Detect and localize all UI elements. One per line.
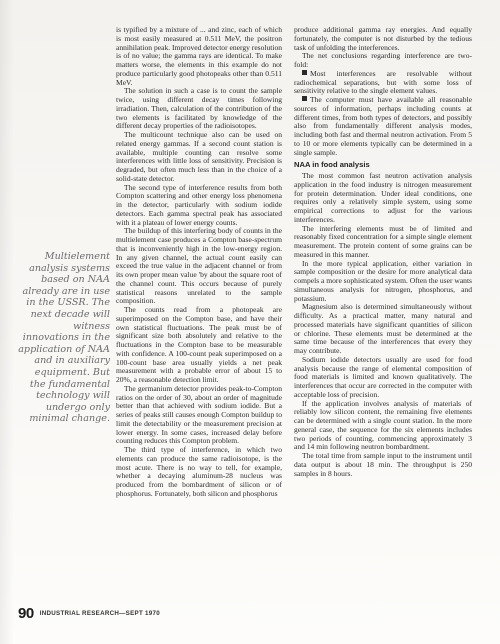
- page-footer: [18, 606, 160, 620]
- body-paragraph: is typified by a mixture of ... and zinc, each of which is most easily measured at 0.511 MeV, the positron annihilation peak. Improved detector energy resolution is of no value; the gamma rays are identical. To make matters worse, the elements in this example do not produce particularly good photopeaks other than 0.511 MeV.: [116, 25, 282, 87]
- bullet-text: The computer must have available all reasonable sources of information, perhaps including counts at different times, from both types of detectors, and possibly also from fundamentally different analysis modes, including both fast and thermal neutron activation. From 5 to 10 or more elements typically can be determined in a single sample.: [294, 95, 472, 157]
- square-bullet-icon: [302, 70, 307, 75]
- running-head: INDUSTRIAL RESEARCH—SEPT 1970: [39, 609, 161, 617]
- section-heading: NAA in food analysis: [294, 160, 370, 170]
- bullet-paragraph: [294, 70, 472, 96]
- body-paragraph: produce additional gamma ray energies. And equally fortunately, the computer is not disturbed by the tedious task of unfolding the interferences.: [294, 25, 472, 52]
- body-paragraph: In the more typical application, either variation in sample composition or the desire for more analytical data compels a more sophisticated system. Often the user wants simultaneous analysis for nitrogen, phosphorus, and potassium.: [294, 258, 472, 303]
- body-paragraph: The second type of interference results from both Compton scattering and other energy loss phenomena in the detector, particularly with sodium iodide detectors. Each gamma spectral peak has associated with it a plateau of lower energy counts.: [116, 182, 282, 227]
- body-paragraph: The multicount technique also can be used on related energy gammas. If a second count station is available, multiple counting can resolve some interferences with little loss of sensitivity. Precision is degraded, but often much less than in the choice of a solid-state detector.: [116, 130, 282, 183]
- body-paragraph: The counts read from a photopeak are superimposed on the Compton base, and have their own statistical fluctuations. The peak must be of significant size both absolutely and relative to the fluctuations in the Compton base to be measurable with confidence. A 100-count peak superimposed on a 100-count base area usually yields a net peak measurement with a probable error of about 15 to 20%, a reasonable detection limit.: [116, 305, 282, 384]
- body-paragraph: The total time from sample input to the instrument until data output is about 18 min. The throughput is 250 samples in 8 hours.: [294, 451, 472, 478]
- pull-quote-text: Multielement analysis systems based on NAA already are in use in the USSR. The next decade will witness innovations in the application of NAA and in auxiliary equipment. But the fundamental technology will undergo only minimal change.: [18, 251, 110, 425]
- body-paragraph: The most common fast neutron activation analysis application in the food industry is nitrogen measurement for protein determination. Under ideal conditions, one requires only a relatively simple system, using some empirical corrections to adjust for the various interferences.: [294, 171, 472, 224]
- body-paragraph: The interfering elements must be of limited and reasonably fixed concentration for a simple single element measurement. The protein content of some grains can be measured in this manner.: [294, 223, 472, 259]
- body-paragraph: Sodium iodide detectors usually are used for food analysis because the range of elemental composition of food materials is limited and known qualitatively. The interferences that occur are corrected in the computer with acceptable loss of precision.: [294, 354, 472, 399]
- pull-quote: [18, 251, 110, 425]
- body-paragraph: The germanium detector provides peak-to-Compton ratios on the order of 30, about an order of magnitude better than that achieved with sodium iodide. But a series of peaks still causes enough Compton buildup to limit the detectability or the measurement precision at lower energy. In some cases, increased delay before counting reduces this Compton problem.: [116, 383, 283, 446]
- body-paragraph: The buildup of this interfering body of counts in the multielement case produces a Compton base-spectrum that is inconveniently high in the low-energy region. In any given channel, the actual count easily can exceed the true value in the adjacent channel or from its own proper mean value 'by about the square root of the channel count. This occurs because of purely statistical reasons unrelated to the sample composition.: [116, 226, 282, 306]
- right-column: [294, 26, 472, 478]
- body-paragraph: The third type of interference, in which two elements can produce the same radioisotope, is the most acute. There is no way to tell, for example, whether a decaying aluminum-28 nucleus was produced from the bombardment of silicon or of phosphorus. Fortunately, both silicon and phosphorus: [116, 445, 282, 498]
- body-paragraph: The net conclusions regarding interference are two-fold:: [294, 51, 472, 69]
- bullet-text: Most interferences are resolvable without radiochemical separations, but with some loss of sensitivity relative to the single element values.: [294, 68, 472, 96]
- body-paragraph: The solution in such a case is to count the sample twice, using different decay times following irradiation. Then, calculation of the contribution of the two elements is facilitated by knowledge of the different decay properties of the radioisotopes.: [116, 86, 282, 131]
- left-column: [116, 26, 282, 499]
- square-bullet-icon: [302, 96, 307, 101]
- bullet-paragraph: [294, 96, 472, 157]
- page-number: 90: [18, 604, 34, 622]
- body-paragraph: If the application involves analysis of materials of reliably low silicon content, the remaining five elements can be determined with a single count station. In the more general case, the sequence for the six elements includes two periods of counting, commencing approximately 3 and 14 min following neutron bombardment.: [294, 398, 472, 452]
- body-paragraph: Magnesium also is determined simultaneously without difficulty. As a practical matter, many natural and processed materials have significant quantities of silicon or chlorine. These elements must be determined at the same time because of the interferences that every they may contribute.: [294, 302, 472, 355]
